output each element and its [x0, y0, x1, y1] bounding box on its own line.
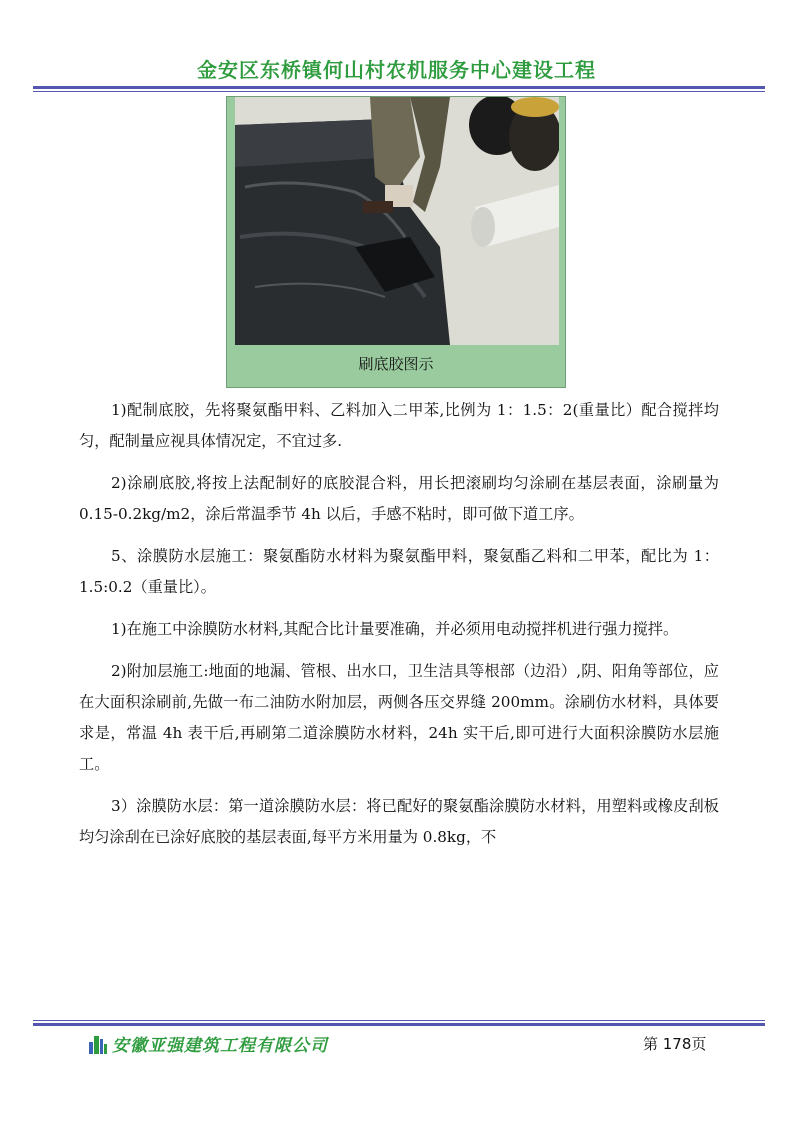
company-name: 安徽亚强建筑工程有限公司 [112, 1036, 328, 1056]
footer-rule-thin [33, 1020, 765, 1021]
document-header-title: 金安区东桥镇何山村农机服务中心建设工程 [197, 58, 596, 82]
footer-company [88, 1031, 328, 1056]
paragraph: 1)配制底胶，先将聚氨酯甲料、乙料加入二甲苯,比例为 1：1.5：2(重量比）配合搅拌均匀，配制量应视具体情况定，不宜过多. [79, 401, 719, 450]
figure-caption: 刷底胶图示 [358, 355, 434, 373]
primer-brushing-photo [235, 97, 559, 345]
figure-frame [226, 96, 566, 388]
figure-photo [235, 97, 559, 345]
body-text [79, 395, 719, 864]
paragraph: 2)附加层施工:地面的地漏、管根、出水口，卫生洁具等根部（边沿）,阴、阳角等部位，应在大面积涂刷前,先做一布二油防水附加层，两侧各压交界缝 200mm。涂刷仿水材料，具体要求是，常温 4h 表干后,再刷第二道涂膜防水材料，24h 实干后,即可进行大面积涂膜防水层施工。 [79, 662, 719, 773]
paragraph: 3）涂膜防水层：第一道涂膜防水层：将已配好的聚氨酯涂膜防水材料，用塑料或橡皮刮板均匀涂刮在已涂好底胶的基层表面,每平方米用量为 0.8kg，不 [79, 797, 719, 846]
page-number: 第 178页 [643, 1035, 707, 1053]
footer-rule-thick [33, 1023, 765, 1026]
building-logo-icon [88, 1034, 108, 1054]
paragraph: 2)涂刷底胶,将按上法配制好的底胶混合料，用长把滚刷均匀涂刷在基层表面，涂刷量为 0.15-0.2kg/m2，涂后常温季节 4h 以后，手感不粘时，即可做下道工序。 [79, 474, 719, 523]
header-rule-thin [33, 91, 765, 92]
paragraph: 1)在施工中涂膜防水材料,其配合比计量要准确，并必须用电动搅拌机进行强力搅拌。 [111, 620, 679, 638]
paragraph: 5、涂膜防水层施工：聚氨酯防水材料为聚氨酯甲料，聚氨酯乙料和二甲苯，配比为 1：1.5:0.2（重量比）。 [79, 547, 719, 596]
header-rule-thick [33, 86, 765, 89]
